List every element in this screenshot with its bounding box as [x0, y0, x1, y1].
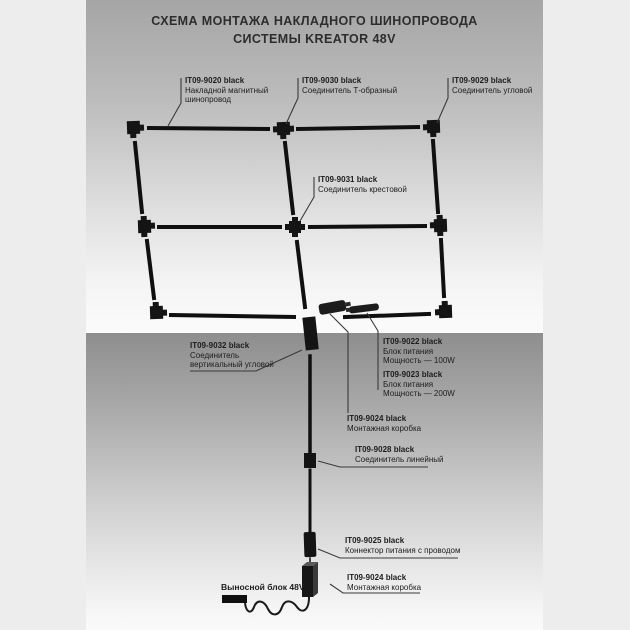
title-line-2: СИСТЕМЫ KREATOR 48V: [233, 32, 396, 46]
label-part-9024-mid: [347, 414, 421, 433]
part-desc: Соединитель Т-образный: [302, 85, 398, 95]
part-desc: Мощность — 200W: [383, 389, 455, 398]
part-desc: Соединитель угловой: [452, 85, 533, 95]
label-part-9032: [190, 341, 274, 370]
part-number: IT09-9024 black: [347, 414, 407, 423]
part-desc: Монтажная коробка: [347, 423, 422, 433]
part-desc: вертикальный угловой: [190, 360, 274, 369]
part-number: IT09-9031 black: [318, 175, 378, 184]
leader-9022-9023: [367, 313, 378, 390]
label-part-9023: [383, 370, 455, 399]
leader-9020: [168, 78, 181, 126]
t-connector-mid-right: [430, 215, 448, 237]
part-desc: Монтажная коробка: [347, 582, 422, 592]
track-upper-middle-vertical: [285, 143, 293, 213]
part-desc: Соединитель линейный: [355, 454, 444, 464]
part-desc: Блок питания: [383, 379, 434, 389]
remote-48v-block: [222, 595, 247, 603]
label-part-9022: [383, 337, 455, 366]
part-number: IT09-9024 black: [347, 573, 407, 582]
track-lower-left-vertical: [147, 241, 154, 298]
label-part-9028: [355, 445, 443, 464]
part-desc: Соединитель: [190, 350, 240, 360]
part-number: IT09-9029 black: [452, 76, 512, 85]
part-desc: Блок питания: [383, 346, 434, 356]
part-number: IT09-9028 black: [355, 445, 415, 454]
linear-connector: [304, 453, 316, 468]
leader-9031: [300, 177, 314, 221]
part-desc: Соединитель крестовой: [318, 184, 407, 194]
track-top-left: [149, 128, 268, 129]
track-top-right: [298, 127, 418, 129]
part-number: IT09-9025 black: [345, 536, 405, 545]
label-part-9031: [318, 175, 407, 194]
part-number: IT09-9032 black: [190, 341, 250, 350]
label-part-9029: [452, 76, 532, 95]
wavy-cable: [245, 597, 309, 614]
label-remote-block: Выносной блок 48V: [221, 582, 305, 592]
part-number: IT09-9022 black: [383, 337, 443, 346]
leader-9024-mid: [330, 314, 348, 413]
track-mid-right: [310, 226, 425, 227]
track-lower-right-vertical: [441, 240, 444, 296]
leader-9029: [437, 78, 448, 123]
corner-connector-top-left: [127, 121, 145, 139]
track-upper-left-vertical: [135, 143, 142, 212]
t-connector-mid-left: [138, 216, 156, 238]
title-line-1: СХЕМА МОНТАЖА НАКЛАДНОГО ШИНОПРОВОДА: [151, 14, 478, 28]
track-lower-middle-vertical: [297, 242, 305, 307]
psu-100w: [318, 299, 351, 315]
part-desc: Коннектор питания с проводом: [345, 545, 461, 555]
power-supplies: [318, 299, 379, 315]
vertical-corner-connector: [302, 316, 318, 350]
label-part-9020: [185, 76, 268, 105]
part-desc: Накладной магнитный: [185, 85, 269, 95]
corner-connector-bottom-right: [435, 301, 453, 319]
label-part-9025: [345, 536, 460, 555]
part-number: IT09-9020 black: [185, 76, 245, 85]
part-number: IT09-9030 black: [302, 76, 362, 85]
corner-connector-bottom-left: [150, 302, 168, 320]
label-part-9024-bottom: [347, 573, 421, 592]
leader-9030: [286, 78, 298, 124]
part-number: IT09-9023 black: [383, 370, 443, 379]
part-desc: шинопровод: [185, 95, 232, 104]
power-feed-connector: [304, 532, 317, 557]
cross-connector-center: [285, 217, 305, 237]
track-bottom-left: [171, 315, 294, 317]
track-bottom-right: [345, 314, 429, 317]
label-part-9030: [302, 76, 397, 95]
t-connector-top-middle: [273, 122, 295, 140]
part-desc: Мощность — 100W: [383, 356, 455, 365]
track-upper-right-vertical: [433, 141, 438, 212]
